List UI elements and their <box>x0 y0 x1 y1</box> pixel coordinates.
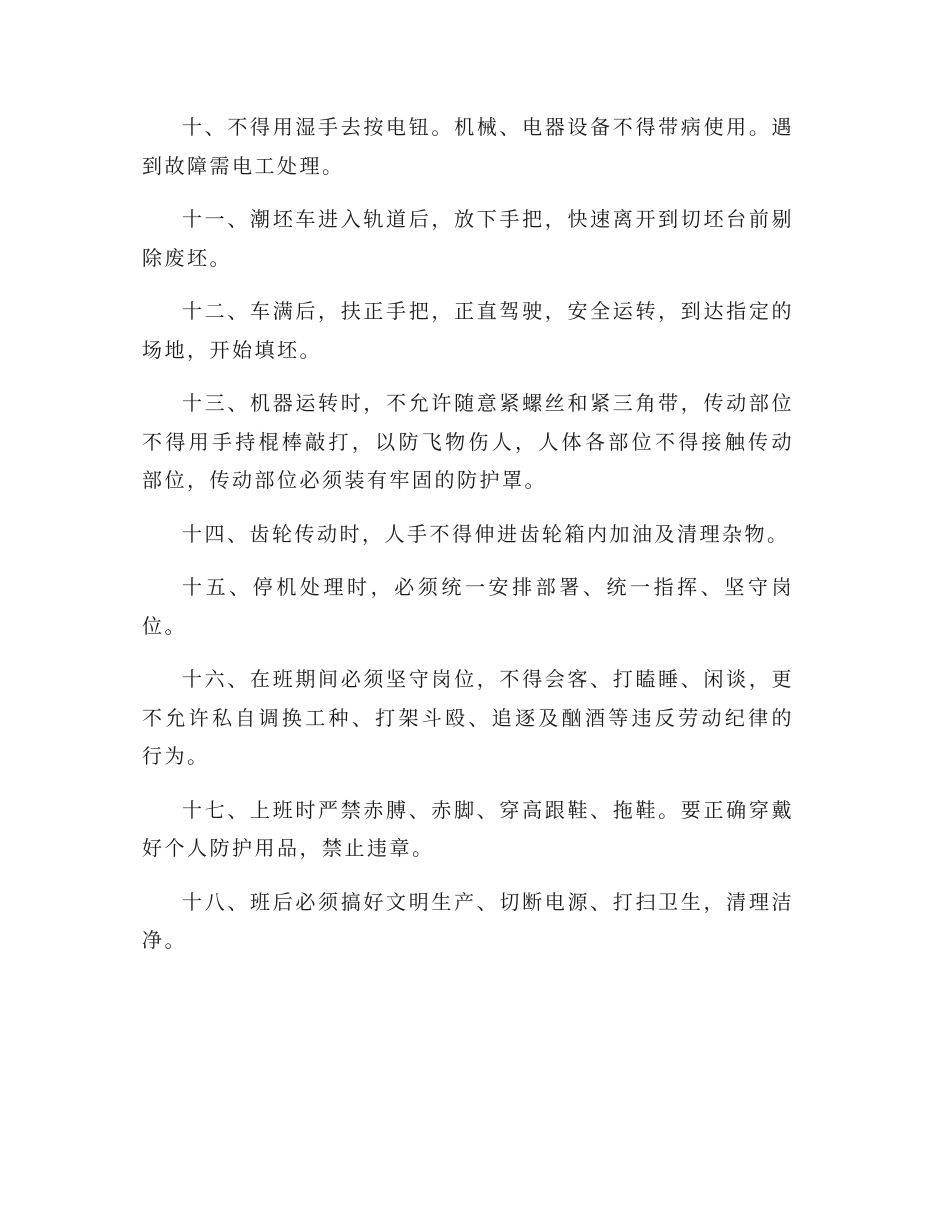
rule-paragraph-15: 十五、停机处理时，必须统一安排部署、统一指挥、坚守岗位。 <box>142 575 794 638</box>
rule-paragraph-11: 十一、潮坯车进入轨道后，放下手把，快速离开到切坯台前剔除废坯。 <box>142 207 794 270</box>
rule-paragraph-13: 十三、机器运转时，不允许随意紧螺丝和紧三角带，传动部位不得用手持棍棒敲打，以防飞物伤人，人体各部位不得接触传动部位，传动部位必须装有牢固的防护罩。 <box>142 391 794 492</box>
rule-paragraph-16: 十六、在班期间必须坚守岗位，不得会客、打瞌睡、闲谈，更不允许私自调换工种、打架斗殴、追逐及酗酒等违反劳动纪律的行为。 <box>142 667 794 768</box>
rule-paragraph-12: 十二、车满后，扶正手把，正直驾驶，安全运转，到达指定的场地，开始填坯。 <box>142 299 794 362</box>
rule-paragraph-14: 十四、齿轮传动时，人手不得伸进齿轮箱内加油及清理杂物。 <box>182 521 790 546</box>
rule-paragraph-17: 十七、上班时严禁赤膊、赤脚、穿高跟鞋、拖鞋。要正确穿戴好个人防护用品，禁止违章。 <box>142 797 794 860</box>
document-body <box>142 108 794 975</box>
rule-paragraph-18: 十八、班后必须搞好文明生产、切断电源、打扫卫生，清理洁净。 <box>142 889 794 952</box>
rule-paragraph-10: 十、不得用湿手去按电钮。机械、电器设备不得带病使用。遇到故障需电工处理。 <box>142 115 794 178</box>
